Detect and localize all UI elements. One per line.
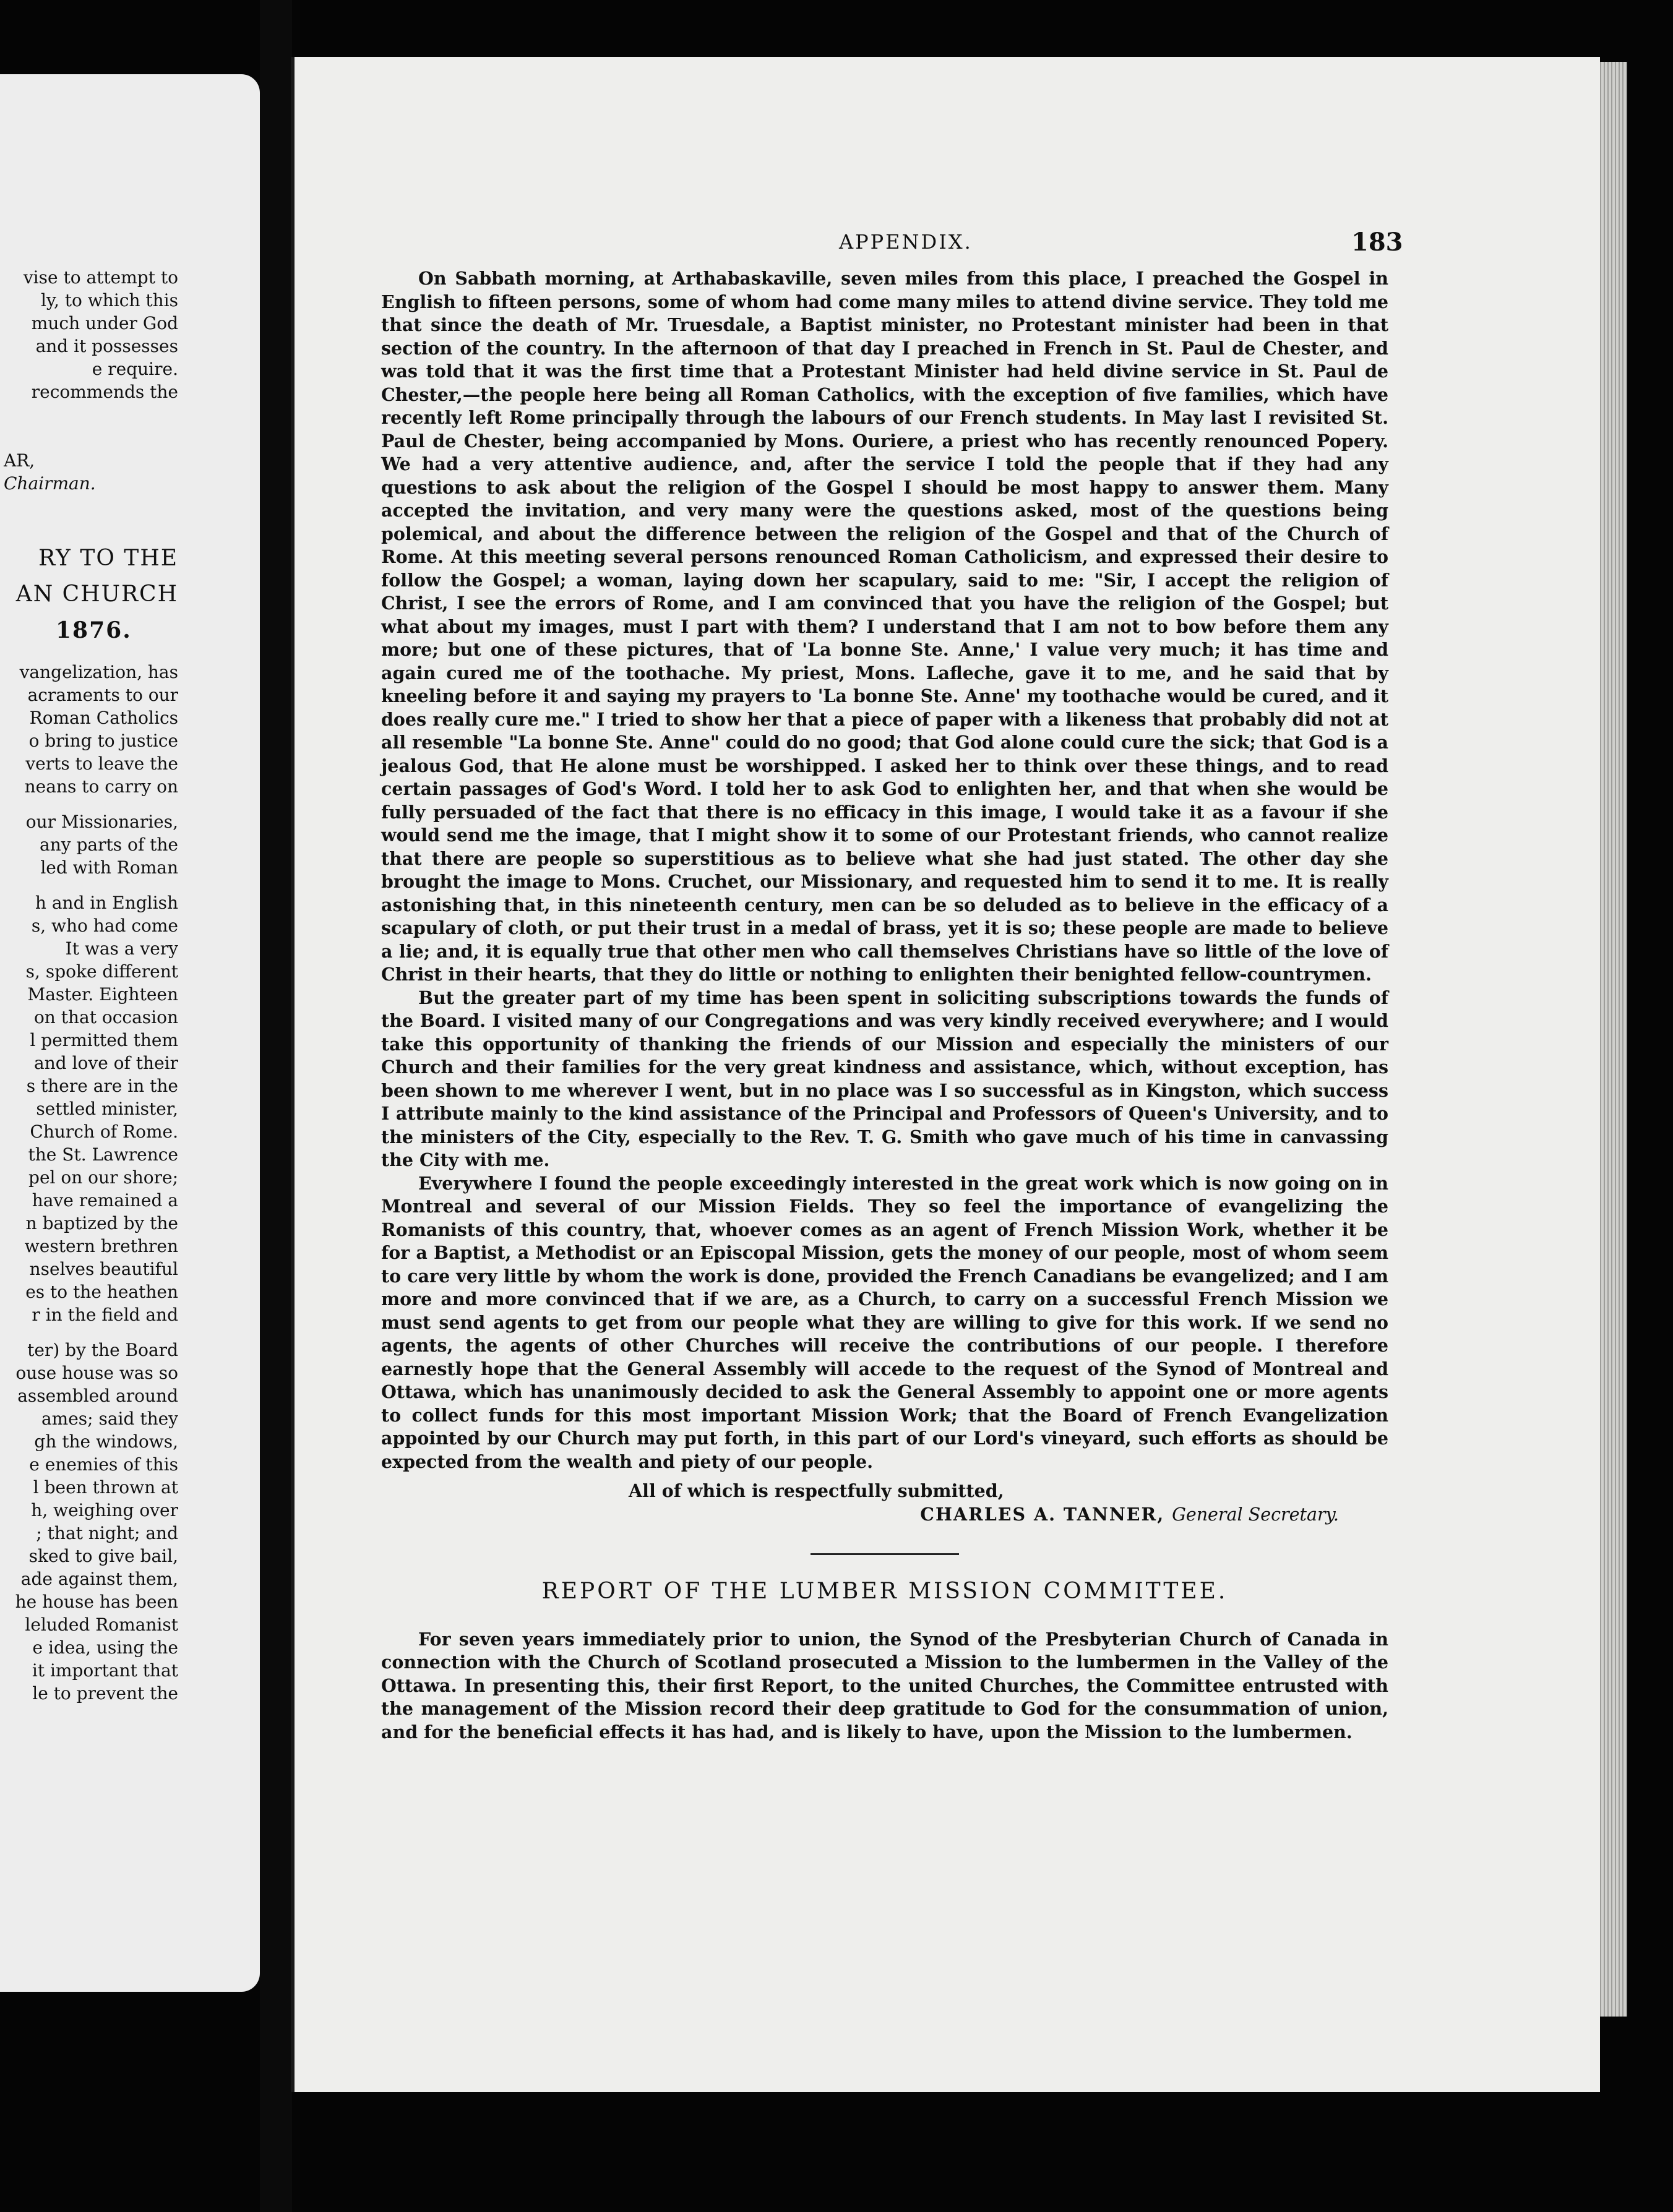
- left-line: ouse house was so: [15, 1363, 178, 1383]
- left-heading-line: AN CHURCH: [15, 581, 178, 607]
- left-line: l permitted them: [30, 1030, 178, 1050]
- right-page: [291, 57, 1600, 2092]
- left-line: h, weighing over: [31, 1500, 178, 1520]
- left-line: acraments to our: [27, 685, 178, 705]
- left-line: western brethren: [24, 1236, 178, 1256]
- closing-line: All of which is respectfully submitted,: [629, 1480, 1004, 1501]
- page-number: 183: [1351, 228, 1403, 257]
- left-line: o bring to justice: [28, 731, 178, 751]
- body-paragraph: But the greater part of my time has been spent in soliciting subscriptions towards the funds of the Board. I visited many of our Congregations and was very kindly received everywhere; and I would take this opportunity of thanking the friends of our Mission and especially the ministers of our Church and their families for the very great kindness and assistance, which, without exception, has been shown to me wherever I went, but in no place was I so successful as in Kingston, which success I attribute mainly to the kind assistance of the Principal and Professors of Queen's University, and to the ministers of the City, especially to the Rev. T. G. Smith who gave much of his time in canvassing the City with me.: [381, 987, 1388, 1170]
- left-line: he house has been: [15, 1592, 178, 1612]
- left-line: vise to attempt to: [23, 267, 178, 288]
- left-line: e enemies of this: [29, 1454, 178, 1475]
- section-paragraph: For seven years immediately prior to union, the Synod of the Presbyterian Church of Canada in connection with the Church of Scotland prosecuted a Mission to the lumbermen in the Valley of the Ottawa. In presenting this, their first Report, to the united Churches, the Committee entrusted with the management of the Mission record their deep gratitude to God for the consummation of union, and for the beneficial effects it has had, and is likely to have, upon the Mission to the lumbermen.: [381, 1628, 1388, 1743]
- left-line: neans to carry on: [24, 776, 178, 797]
- left-heading-year: 1876.: [56, 617, 132, 643]
- left-line: e require.: [92, 359, 178, 379]
- left-line: have remained a: [32, 1190, 178, 1211]
- left-line: much under God: [31, 313, 178, 333]
- left-line: s, who had come: [31, 915, 178, 936]
- body-paragraph: On Sabbath morning, at Arthabaskaville, seven miles from this place, I preached the Gospel in English to fifteen persons, some of whom had come many miles to attend divine service. They told me that since the death of Mr. Truesdale, a Baptist minister, no Protestant minister had been in that section of the country. In the afternoon of that day I preached in French in St. Paul de Chester, and was told that it was the first time that a Protestant Minister had held divine service in St. Paul de Chester,—the people here being all Roman Catholics, with the exception of five families, which have recently left Rome principally through the labours of our French students. In May last I revisited St. Paul de Chester, being accompanied by Mons. Ouriere, a priest who has recently renounced Popery. We had a very attentive audience, and, after the service I told the people that if they had any questions to ask about the religion of the Gospel I should be most happy to answer them. Many accepted the invitation, and very many were the questions asked, most of the questions being polemical, and about the difference between the religion of the Gospel and that of the Church of Rome. At this meeting several persons renounced Roman Catholicism, and expressed their desire to follow the Gospel; a woman, laying down her scapulary, said to me: "Sir, I accept the religion of Christ, I see the errors of Rome, and I am convinced that you have the religion of the Gospel; but what about my images, must I part with them? I understand that I am not to bow before them any more; but one of these pictures, that of 'La bonne Ste. Anne,' I value very much; it has time and again cured me of the toothache. My priest, Mons. Lafleche, gave it to me, and he said that by kneeling before it and saying my prayers to 'La bonne Ste. Anne' my toothache would be cured, and it does really cure me." I tried to show her that a piece of paper with a likeness that probably did not at all resemble "La bonne Ste. Anne" could do no good; that God alone could cure the sick; that God is a jealous God, that He alone must be worshipped. I asked her to think over these things, and to read certain passages of God's Word. I told her to ask God to enlighten her, and that when she would be fully persuaded of the fact that there is no efficacy in this image, I would take it as a favour if she would send me the image, that I might show it to some of our Protestant friends, who cannot realize that there are people so superstitious as to believe what she had just stated. The other day she brought the image to Mons. Cruchet, our Missionary, and requested him to send it to me. It is really astonishing that, in this nineteenth century, men can be so deluded as to believe in the efficacy of a scapulary of cloth, or put their trust in a medal of brass, yet it is so; these people are made to believe a lie; and, it is equally true that other men who call themselves Christians have so little of the love of Christ in their hearts, that they do little or nothing to enlighten their benighted fellow-countrymen.: [381, 268, 1388, 985]
- left-line: s there are in the: [26, 1076, 178, 1096]
- right-page-body: [381, 267, 1388, 1744]
- left-line: and love of their: [34, 1053, 178, 1073]
- left-line: es to the heathen: [25, 1282, 178, 1302]
- left-line: verts to leave the: [25, 753, 178, 774]
- left-line: gh the windows,: [34, 1431, 178, 1452]
- left-line: It was a very: [65, 938, 178, 959]
- signature-line: [381, 1503, 1388, 1527]
- left-line: ames; said they: [41, 1408, 178, 1429]
- left-line: leluded Romanist: [25, 1614, 178, 1635]
- left-line: h and in English: [35, 893, 178, 913]
- left-line: any parts of the: [40, 834, 178, 855]
- left-line: s, spoke different: [25, 961, 178, 982]
- left-line: nselves beautiful: [29, 1259, 178, 1279]
- left-line: and it possesses: [35, 336, 178, 356]
- left-line: sked to give bail,: [28, 1546, 178, 1566]
- signature-block: [381, 1480, 1388, 1526]
- left-line: ; that night; and: [36, 1523, 178, 1543]
- left-line: e idea, using the: [32, 1637, 178, 1658]
- signature-name: CHARLES A. TANNER,: [920, 1503, 1165, 1525]
- running-header: [295, 230, 1600, 255]
- left-line: our Missionaries,: [25, 812, 178, 832]
- left-line: ly, to which this: [40, 290, 178, 311]
- signature-title: General Secretary.: [1172, 1504, 1339, 1525]
- left-line: the St. Lawrence: [28, 1144, 178, 1165]
- left-line: vangelization, has: [19, 662, 178, 682]
- left-line: it important that: [32, 1660, 178, 1681]
- left-line: ade against them,: [20, 1569, 178, 1589]
- section-divider: [811, 1553, 959, 1555]
- left-line: Roman Catholics: [29, 708, 178, 728]
- left-line: assembled around: [17, 1386, 178, 1406]
- left-line: le to prevent the: [32, 1683, 178, 1704]
- section-heading: REPORT OF THE LUMBER MISSION COMMITTEE.: [541, 1579, 1228, 1604]
- left-page-text: [0, 266, 178, 1705]
- left-line: settled minister,: [36, 1099, 178, 1119]
- left-heading-line: RY TO THE: [38, 546, 178, 571]
- left-signature-role: Chairman.: [4, 473, 96, 494]
- left-line: r in the field and: [32, 1305, 178, 1325]
- left-line: Church of Rome.: [30, 1121, 178, 1142]
- left-page: [0, 74, 260, 1992]
- left-line: pel on our shore;: [28, 1167, 178, 1188]
- left-line: ter) by the Board: [27, 1340, 178, 1360]
- left-line: recommends the: [31, 382, 178, 402]
- left-line: l been thrown at: [33, 1477, 178, 1498]
- left-line: Master. Eighteen: [27, 984, 178, 1005]
- book-gutter: [260, 0, 292, 2212]
- running-head-title: APPENDIX.: [839, 230, 973, 254]
- left-line: n baptized by the: [25, 1213, 178, 1233]
- body-paragraph: Everywhere I found the people exceedingly interested in the great work which is now going on in Montreal and several of our Mission Fields. They so feel the importance of evangelizing the Romanists of this country, that, whoever comes as an agent of French Mission Work, whether it be for a Baptist, a Methodist or an Episcopal Mission, gets the money of our people, most of whom seem to care very little by whom the work is done, provided the French Canadians be evangelized; and I am more and more convinced that if we are, as a Church, to carry on a successful French Mission we must send agents to get from our people what they are willing to give for this work. If we send no agents, the agents of other Churches will receive the contributions of our people. I therefore earnestly hope that the General Assembly will accede to the request of the Synod of Montreal and Ottawa, which has unanimously decided to ask the General Assembly to appoint one or more agents to collect funds for this most important Mission Work; that the Board of French Evangelization appointed by our Church may put forth, in this part of our Lord's vineyard, such efforts as should be expected from the wealth and piety of our people.: [381, 1172, 1388, 1472]
- left-signature-name: AR,: [4, 450, 35, 471]
- left-line: led with Roman: [40, 857, 178, 878]
- left-line: on that occasion: [33, 1007, 178, 1027]
